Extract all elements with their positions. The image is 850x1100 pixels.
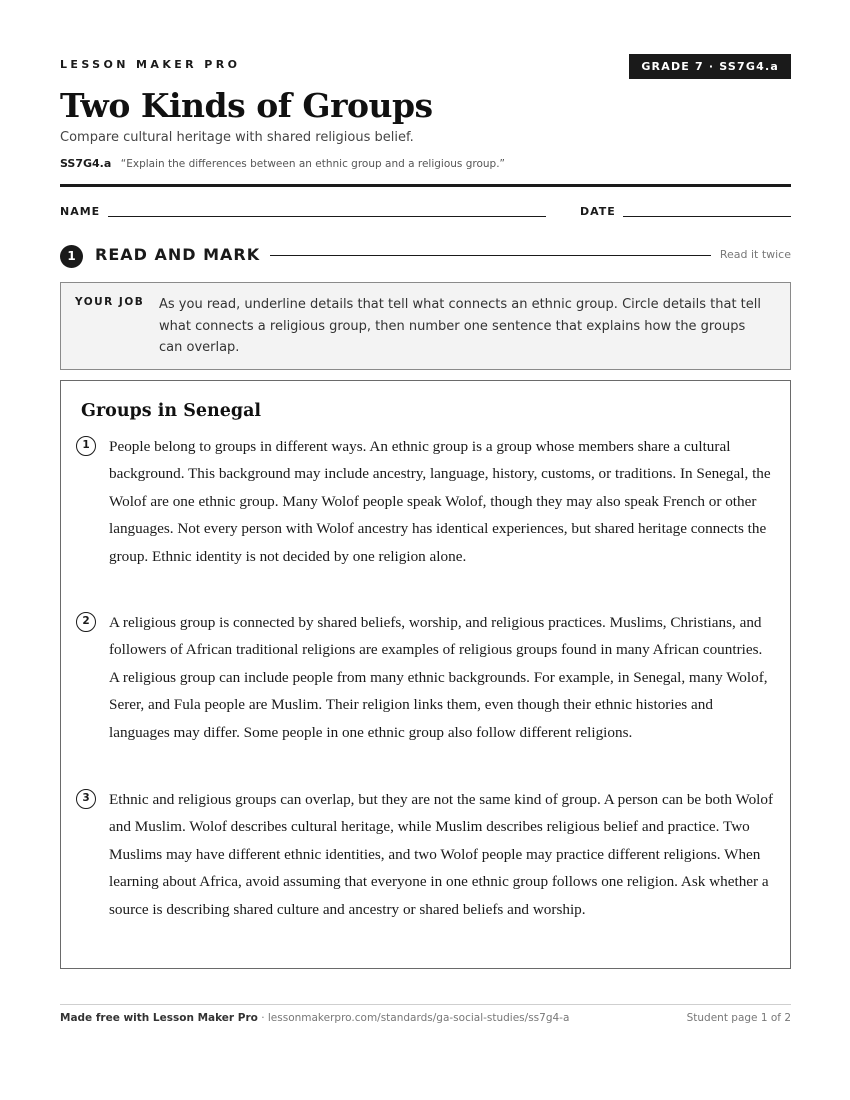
instructions-text: As you read, underline details that tell what connects an ethnic group. Circle details that tell what connects a religious group, then number one sentence that explains how the groups can overlap. bbox=[159, 297, 761, 355]
paragraph-text: People belong to groups in different ways. An ethnic group is a group whose members share a cultural background. This background may include ancestry, language, history, customs, or traditions. In Senegal, the Wolof are one ethnic group. Many Wolof people speak Wolof, though they may also speak French or other languages. Not every person with Wolof ancestry has identical experiences, but shared heritage connects the group. Ethnic identity is not decided by one religion alone. bbox=[109, 438, 771, 565]
paragraph-2 bbox=[76, 609, 774, 746]
brand-name: LESSON MAKER PRO bbox=[60, 58, 241, 71]
standard-quote: “Explain the differences between an ethnic group and a religious group.” bbox=[120, 158, 506, 170]
section-number-badge: 1 bbox=[60, 245, 83, 268]
footer-made-with: Made free with Lesson Maker Pro bbox=[60, 1012, 258, 1024]
paragraph-text: Ethnic and religious groups can overlap, but they are not the same kind of group. A person can be both Wolof and Muslim. Wolof describes cultural heritage, while Muslim describes religious belief and practice. Two Muslims may have different ethnic identities, and two Wolof people may practice different religions. When learning about Africa, avoid assuming that everyone in one ethnic group follows one religion. Ask whether a source is describing shared culture and ancestry or shared beliefs and worship. bbox=[109, 791, 774, 918]
reading-passage bbox=[60, 380, 791, 969]
standard-line bbox=[60, 157, 505, 170]
footer-url[interactable]: · lessonmakerpro.com/standards/ga-social-studies/ss7g4-a bbox=[257, 1012, 570, 1024]
page-subtitle: Compare cultural heritage with shared religious belief. bbox=[60, 130, 414, 145]
section-header bbox=[60, 243, 791, 269]
page-title: Two Kinds of Groups bbox=[60, 86, 433, 125]
name-label: NAME bbox=[60, 205, 101, 218]
section-divider bbox=[270, 255, 711, 256]
worksheet-page bbox=[60, 0, 791, 1100]
paragraph-number: 1 bbox=[76, 436, 96, 456]
grade-badge: GRADE 7 · SS7G4.a bbox=[629, 54, 791, 79]
instructions-label: YOUR JOB bbox=[75, 296, 145, 308]
paragraph-number: 2 bbox=[76, 612, 96, 632]
standard-code: SS7G4.a bbox=[60, 157, 112, 170]
name-field[interactable] bbox=[108, 216, 546, 217]
paragraph-1 bbox=[76, 433, 774, 570]
footer-page-number: Student page 1 of 2 bbox=[686, 1012, 791, 1024]
section-title: READ AND MARK bbox=[95, 245, 261, 264]
instructions-box bbox=[60, 282, 791, 370]
passage-title: Groups in Senegal bbox=[81, 401, 262, 421]
paragraph-text: A religious group is connected by shared beliefs, worship, and religious practices. Muslims, Christians, and followers of African traditional religions are examples of religious groups found in many African countries. A religious group can include people from many ethnic backgrounds. For example, in Senegal, many Wolof, Serer, and Fula people are Muslim. Their religion links them, even though their ethnic histories and languages may differ. Some people in one ethnic group also follow different religions. bbox=[109, 614, 768, 741]
paragraph-number: 3 bbox=[76, 789, 96, 809]
date-label: DATE bbox=[580, 205, 616, 218]
date-field[interactable] bbox=[623, 216, 791, 217]
paragraph-3 bbox=[76, 786, 774, 923]
footer-divider bbox=[60, 1004, 791, 1005]
footer-credit bbox=[60, 1012, 569, 1024]
header-divider bbox=[60, 184, 791, 187]
section-note: Read it twice bbox=[719, 248, 791, 261]
